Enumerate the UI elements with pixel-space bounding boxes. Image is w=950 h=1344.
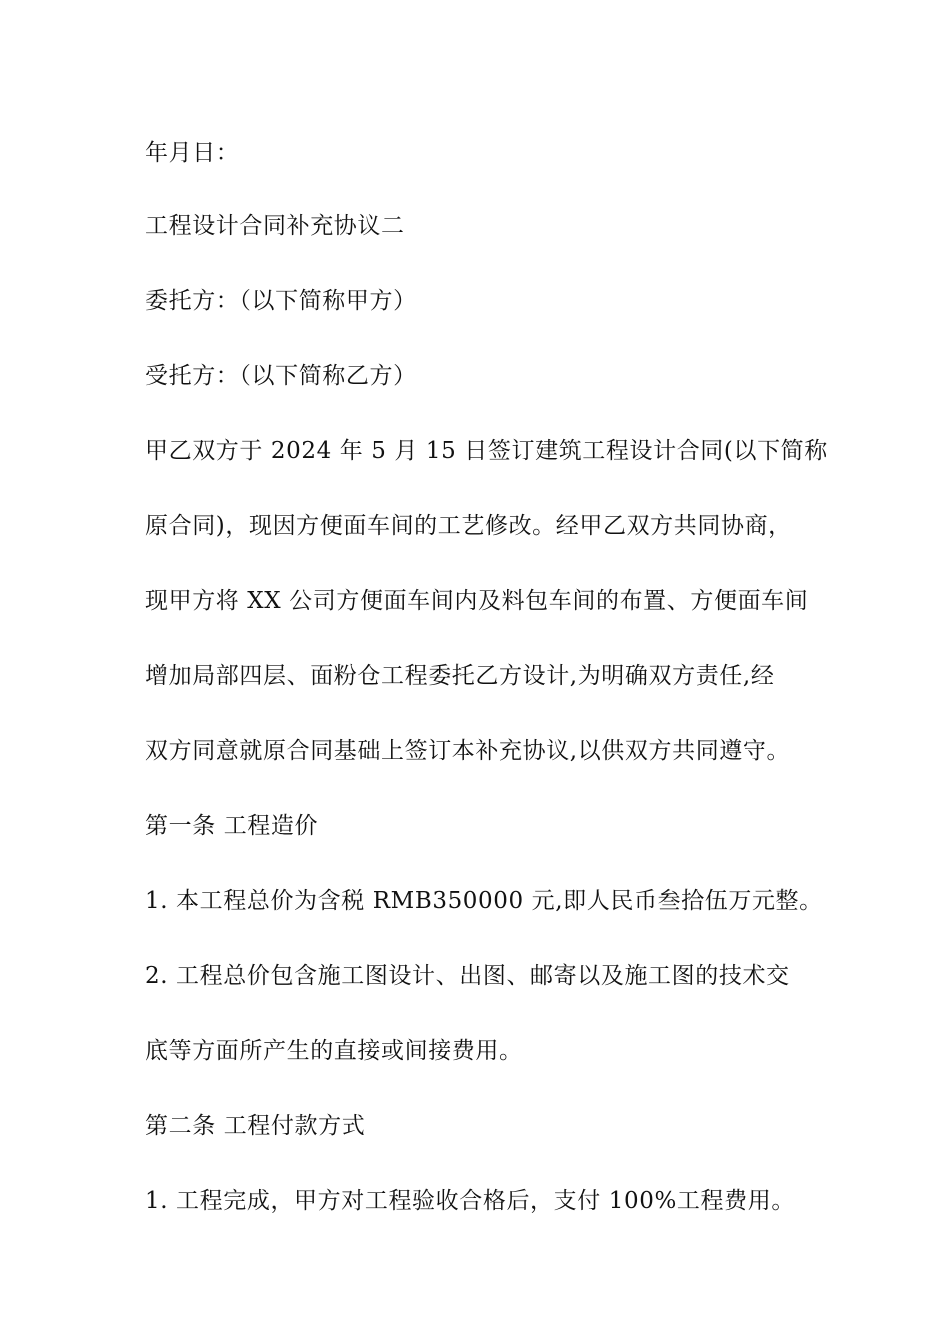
date-line: 年月日：: [145, 140, 240, 166]
article-2-heading: 第二条 工程付款方式: [145, 1113, 366, 1139]
article-1-heading: 第一条 工程造价: [145, 813, 319, 839]
preamble-line-4: 增加局部四层、面粉仓工程委托乙方设计,为明确双方责任,经: [145, 663, 775, 689]
preamble-line-3: 现甲方将 XX 公司方便面车间内及料包车间的布置、方便面车间: [145, 588, 809, 614]
article-1-clause-1: 1. 本工程总价为含税 RMB350000 元,即人民币叁拾伍万元整。: [145, 888, 823, 914]
preamble-line-1: 甲乙双方于 2024 年 5 月 15 日签订建筑工程设计合同(以下简称: [145, 438, 828, 464]
article-1-clause-2-cont: 底等方面所产生的直接或间接费用。: [145, 1038, 523, 1064]
contractor-party-line: 受托方：（以下简称乙方）: [145, 363, 417, 389]
agreement-title: 工程设计合同补充协议二: [145, 213, 405, 239]
article-1-clause-2: 2. 工程总价包含施工图设计、出图、邮寄以及施工图的技术交: [145, 963, 790, 989]
preamble-line-2: 原合同)，现因方便面车间的工艺修改。经甲乙双方共同协商，: [145, 513, 792, 539]
client-party-line: 委托方：（以下简称甲方）: [145, 288, 417, 314]
article-2-clause-1: 1. 工程完成，甲方对工程验收合格后，支付 100%工程费用。: [145, 1188, 795, 1214]
preamble-line-5: 双方同意就原合同基础上签订本补充协议,以供双方共同遵守。: [145, 738, 791, 764]
